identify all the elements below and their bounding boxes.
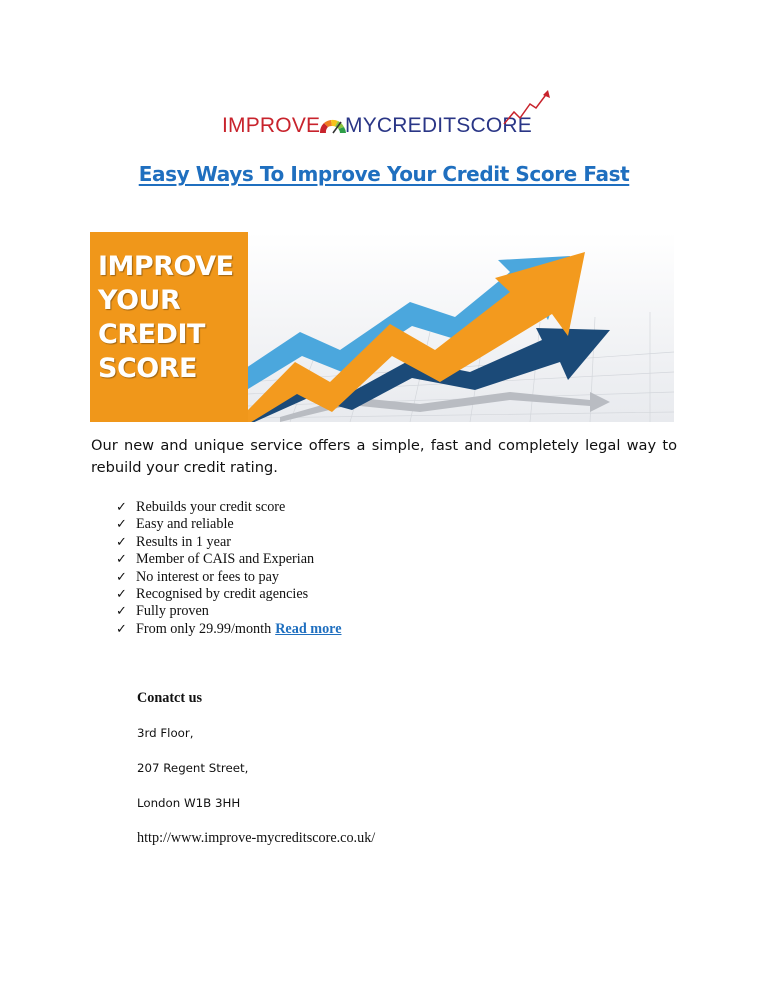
read-more-link[interactable]: Read more [275, 620, 342, 637]
list-item [116, 586, 342, 603]
website-url[interactable]: http://www.improve-mycreditscore.co.uk/ [137, 830, 376, 846]
banner-line-1: IMPROVE [98, 251, 234, 282]
list-item [116, 534, 342, 551]
feature-list [116, 499, 342, 638]
banner-line-4: SCORE [98, 353, 197, 384]
checkmark-icon: ✓ [116, 534, 127, 550]
list-item [116, 499, 342, 516]
checkmark-icon: ✓ [116, 604, 127, 620]
banner-line-3: CREDIT [98, 319, 205, 350]
list-item [116, 569, 342, 586]
address-line-3: London W1B 3HH [137, 796, 241, 810]
banner-image [90, 232, 674, 422]
intro-paragraph: Our new and unique service offers a simple, fast and completely legal way to rebuild your credit rating. [91, 437, 677, 476]
feature-text: Rebuilds your credit score [136, 499, 286, 515]
list-item [116, 516, 342, 533]
feature-text: From only 29.99/month [136, 620, 272, 637]
address-line-2: 207 Regent Street, [137, 761, 249, 775]
list-item [116, 603, 342, 620]
list-item [116, 551, 342, 568]
page-title[interactable]: Easy Ways To Improve Your Credit Score Fast [138, 162, 630, 186]
checkmark-icon: ✓ [116, 586, 127, 602]
banner-badge [90, 232, 248, 422]
checkmark-icon: ✓ [116, 569, 127, 585]
banner-line-2: YOUR [98, 285, 181, 316]
checkmark-icon: ✓ [116, 552, 127, 568]
feature-text: No interest or fees to pay [136, 568, 280, 585]
feature-text: Results in 1 year [136, 533, 231, 550]
checkmark-icon: ✓ [116, 621, 127, 637]
site-logo [222, 88, 546, 140]
logo-text-mycreditscore: MYCREDITSCORE [345, 114, 532, 137]
checkmark-icon: ✓ [116, 517, 127, 533]
trend-arrow-icon [502, 88, 552, 128]
feature-text: Easy and reliable [136, 516, 234, 533]
gauge-icon [318, 116, 348, 134]
checkmark-icon: ✓ [116, 500, 127, 515]
feature-text: Recognised by credit agencies [136, 585, 309, 602]
list-item [116, 621, 342, 638]
logo-text-improve: IMPROVE [222, 114, 321, 137]
feature-text: Fully proven [136, 603, 209, 620]
contact-heading: Conatct us [137, 690, 203, 706]
address-line-1: 3rd Floor, [137, 726, 194, 740]
feature-text: Member of CAIS and Experian [136, 551, 315, 568]
